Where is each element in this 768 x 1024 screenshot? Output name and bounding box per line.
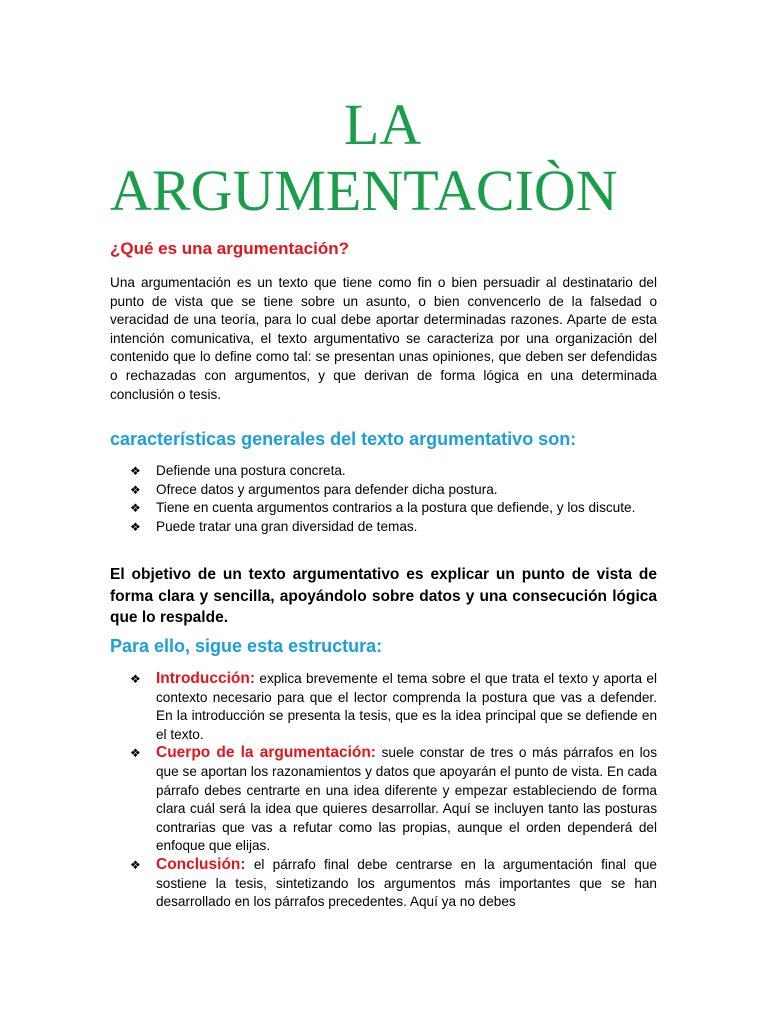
diamond-bullet-icon: ❖ [130,464,141,478]
structure-text: suele constar de tres o más párrafos en los que se aportan los razonamientos y datos que apoyarán el punto de vista. En cada párrafo debes centrarte en una idea diferente y empezar estableciendo de forma clara cuál será la idea que quieres desarrollar. Aquí se incluyen tanto las posturas contrarias que vas a refutar como las propias, aunque el orden dependerá del enfoque que elijas. [156,745,657,854]
structure-list [130,670,657,912]
list-item-text: Puede tratar una gran diversidad de temas. [156,518,418,534]
structure-term: Cuerpo de la argumentación: [156,744,376,762]
title-line-2: ARGUMENTACIÒN [110,158,618,223]
structure-term: Conclusión: [156,855,246,873]
objective-paragraph: El objetivo de un texto argumentativo es explicar un punto de vista de forma clara y sencilla, apoyándolo sobre datos y una consecución lógica que lo respalde. [110,566,657,626]
diamond-bullet-icon: ❖ [130,482,141,497]
list-item-text: Tiene en cuenta argumentos contrarios a la postura que defiende, y los discute. [156,500,636,516]
list-item [130,744,657,856]
list-item [130,499,657,518]
list-item [130,856,657,912]
diamond-bullet-icon: ❖ [130,746,141,761]
list-item [130,481,657,500]
list-item [130,462,657,481]
section-heading-structure: Para ello, sigue esta estructura: [110,636,383,656]
page-title [110,92,670,224]
structure-text: el párrafo final debe centrarse en la argumentación final que sostiene la tesis, sintetizando los argumentos más importantes que se han desarrollado en los párrafos precedentes. Aquí ya no debes [156,856,657,910]
section-heading-what-is: ¿Qué es una argumentación? [110,239,349,258]
list-item [130,518,657,537]
list-item-text: Defiende una postura concreta. [156,463,346,478]
diamond-bullet-icon: ❖ [130,857,141,872]
list-item [130,670,657,744]
diamond-bullet-icon: ❖ [130,519,141,534]
diamond-bullet-icon: ❖ [130,501,141,516]
structure-term: Introducción: [156,670,256,687]
characteristics-list [130,462,657,536]
title-line-1: LA [343,92,422,157]
list-item-text: Ofrece datos y argumentos para defender dicha postura. [156,481,498,497]
structure-text: explica brevemente el tema sobre el que trata el texto y aporta el contexto necesario para que el lector comprenda la postura que vas a defender. En la introducción se presenta la tesis, que es la idea principal que se defiende en el texto. [156,671,657,742]
diamond-bullet-icon: ❖ [130,672,141,686]
definition-paragraph: Una argumentación es un texto que tiene como fin o bien persuadir al destinatario del punto de vista que se tiene sobre un asunto, o bien convencerlo de la falsedad o veracidad de una teoría, para lo cual debe aportar determinadas razones. Aparte de esta intención comunicativa, el texto argumentativo se caracteriza por una organización del contenido que lo define como tal: se presentan unas opiniones, que deben ser defendidas o rechazadas con argumentos, y que derivan de forma lógica en una determinada conclusión o tesis. [110,275,657,402]
section-heading-characteristics: características generales del texto argumentativo son: [110,429,577,449]
